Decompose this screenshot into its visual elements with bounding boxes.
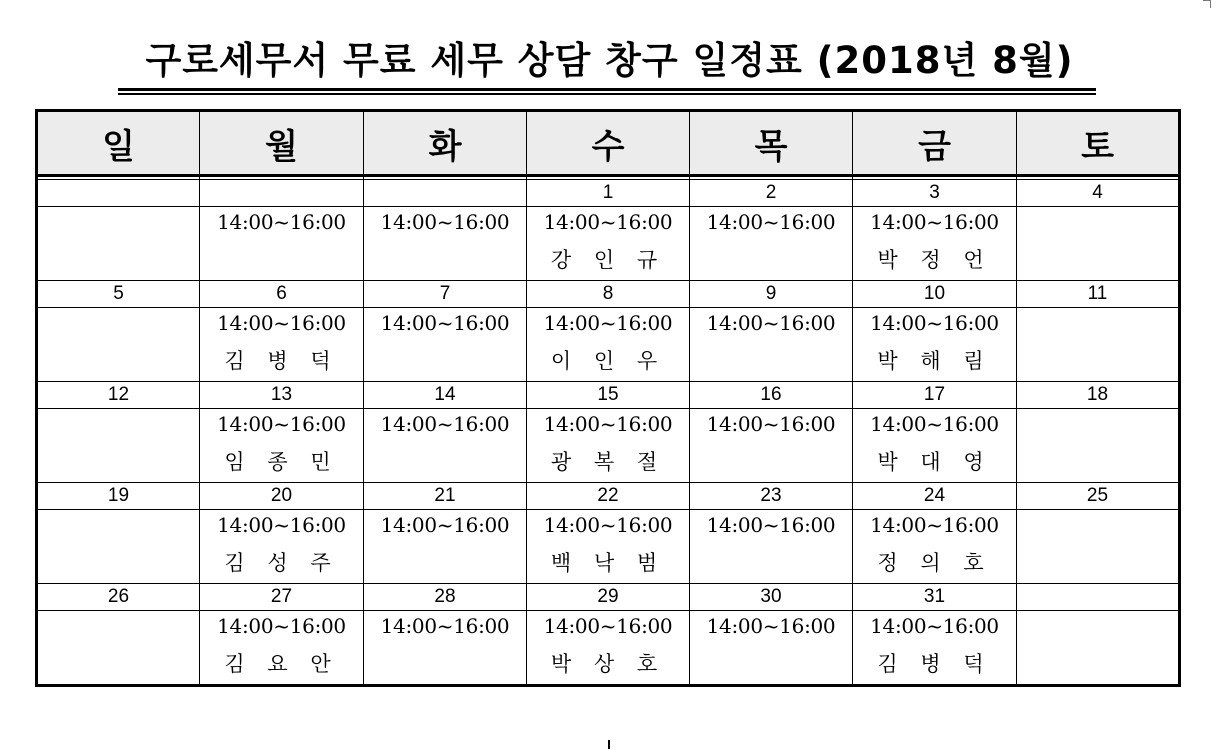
time-cell-thu: 14:00~16:00 [690,308,853,339]
time-cell-sun [37,207,200,238]
name-cell-thu [690,439,853,483]
weekday-header-wed: 수 [527,111,690,176]
name-cell-sun [37,641,200,686]
name-cell-fri: 정 의 호 [853,540,1017,584]
date-cell-mon: 13 [200,382,364,409]
week-4-time-row [37,510,1180,541]
weekday-header-mon: 월 [200,111,364,176]
time-cell-thu: 14:00~16:00 [690,409,853,440]
week-2-time-row [37,308,1180,339]
date-cell-fri: 3 [853,180,1017,207]
name-cell-sun [37,338,200,382]
schedule-table [35,109,1181,687]
title-underline [118,88,1096,91]
time-cell-fri: 14:00~16:00 [853,207,1017,238]
time-cell-sun [37,308,200,339]
time-cell-wed: 14:00~16:00 [527,207,690,238]
date-cell-sat: 11 [1017,281,1180,308]
time-cell-mon: 14:00~16:00 [200,207,364,238]
time-cell-thu: 14:00~16:00 [690,611,853,642]
date-cell-fri: 17 [853,382,1017,409]
name-cell-thu [690,540,853,584]
name-cell-sat [1017,338,1180,382]
time-cell-sat [1017,611,1180,642]
date-cell-fri: 24 [853,483,1017,510]
date-cell-wed: 22 [527,483,690,510]
name-cell-mon: 임 종 민 [200,439,364,483]
name-cell-thu [690,237,853,281]
weekday-header-sun: 일 [37,111,200,176]
time-cell-sun [37,409,200,440]
title-underline-thin [118,93,1096,95]
date-cell-mon: 20 [200,483,364,510]
name-cell-sat [1017,439,1180,483]
date-cell-tue: 7 [364,281,527,308]
time-cell-sat [1017,409,1180,440]
weekday-header-tue: 화 [364,111,527,176]
week-2-date-row [37,281,1180,308]
date-cell-tue: 14 [364,382,527,409]
name-cell-fri: 박 해 림 [853,338,1017,382]
time-cell-tue: 14:00~16:00 [364,409,527,440]
name-cell-wed: 박 상 호 [527,641,690,686]
week-2-name-row [37,338,1180,382]
date-cell-wed: 8 [527,281,690,308]
weekday-header-row [37,111,1180,176]
name-cell-mon: 김 성 주 [200,540,364,584]
week-4-name-row [37,540,1180,584]
week-4-date-row [37,483,1180,510]
page-title: 구로세무서 무료 세무 상담 창구 일정표 (2018년 8월) [145,39,1074,82]
date-cell-thu: 9 [690,281,853,308]
name-cell-sat [1017,540,1180,584]
date-cell-mon: 27 [200,584,364,611]
weekday-header-thu: 목 [690,111,853,176]
week-5-date-row [37,584,1180,611]
name-cell-sun [37,540,200,584]
week-3-date-row [37,382,1180,409]
date-cell-thu: 30 [690,584,853,611]
page-corner-mark [1199,0,1211,12]
name-cell-sat [1017,237,1180,281]
time-cell-tue: 14:00~16:00 [364,207,527,238]
time-cell-tue: 14:00~16:00 [364,308,527,339]
time-cell-wed: 14:00~16:00 [527,308,690,339]
week-3-time-row [37,409,1180,440]
date-cell-mon: 6 [200,281,364,308]
week-5-name-row [37,641,1180,686]
time-cell-sat [1017,510,1180,541]
date-cell-fri: 31 [853,584,1017,611]
name-cell-fri: 김 병 덕 [853,641,1017,686]
time-cell-mon: 14:00~16:00 [200,308,364,339]
time-cell-sat [1017,207,1180,238]
date-cell-sat: 4 [1017,180,1180,207]
name-cell-wed: 강 인 규 [527,237,690,281]
time-cell-wed: 14:00~16:00 [527,510,690,541]
week-1-time-row [37,207,1180,238]
time-cell-thu: 14:00~16:00 [690,510,853,541]
time-cell-mon: 14:00~16:00 [200,510,364,541]
name-cell-mon [200,237,364,281]
date-cell-fri: 10 [853,281,1017,308]
name-cell-wed: 광 복 절 [527,439,690,483]
date-cell-wed: 15 [527,382,690,409]
date-cell-wed: 29 [527,584,690,611]
date-cell-mon [200,180,364,207]
date-cell-thu: 23 [690,483,853,510]
date-cell-sat: 25 [1017,483,1180,510]
name-cell-thu [690,338,853,382]
date-cell-tue [364,180,527,207]
name-cell-wed: 백 낙 범 [527,540,690,584]
weekday-header-fri: 금 [853,111,1017,176]
time-cell-fri: 14:00~16:00 [853,308,1017,339]
name-cell-tue [364,338,527,382]
name-cell-tue [364,237,527,281]
date-cell-sat [1017,584,1180,611]
name-cell-fri: 박 대 영 [853,439,1017,483]
date-cell-tue: 28 [364,584,527,611]
page-bottom-mark [608,740,610,749]
week-1-date-row [37,180,1180,207]
time-cell-mon: 14:00~16:00 [200,611,364,642]
name-cell-fri: 박 정 언 [853,237,1017,281]
time-cell-fri: 14:00~16:00 [853,510,1017,541]
date-cell-tue: 21 [364,483,527,510]
time-cell-thu: 14:00~16:00 [690,207,853,238]
time-cell-wed: 14:00~16:00 [527,611,690,642]
date-cell-thu: 16 [690,382,853,409]
time-cell-sun [37,510,200,541]
time-cell-tue: 14:00~16:00 [364,611,527,642]
name-cell-mon: 김 병 덕 [200,338,364,382]
time-cell-wed: 14:00~16:00 [527,409,690,440]
name-cell-tue [364,439,527,483]
time-cell-mon: 14:00~16:00 [200,409,364,440]
week-1-name-row [37,237,1180,281]
date-cell-sun [37,180,200,207]
time-cell-sun [37,611,200,642]
name-cell-tue [364,540,527,584]
time-cell-fri: 14:00~16:00 [853,409,1017,440]
date-cell-wed: 1 [527,180,690,207]
name-cell-sun [37,439,200,483]
schedule-body [37,180,1180,686]
date-cell-sun: 12 [37,382,200,409]
time-cell-fri: 14:00~16:00 [853,611,1017,642]
date-cell-sun: 5 [37,281,200,308]
date-cell-sat: 18 [1017,382,1180,409]
week-5-time-row [37,611,1180,642]
date-cell-thu: 2 [690,180,853,207]
weekday-header-sat: 토 [1017,111,1180,176]
week-3-name-row [37,439,1180,483]
time-cell-tue: 14:00~16:00 [364,510,527,541]
date-cell-sun: 19 [37,483,200,510]
name-cell-wed: 이 인 우 [527,338,690,382]
name-cell-thu [690,641,853,686]
time-cell-sat [1017,308,1180,339]
name-cell-sun [37,237,200,281]
name-cell-tue [364,641,527,686]
name-cell-sat [1017,641,1180,686]
date-cell-sun: 26 [37,584,200,611]
name-cell-mon: 김 요 안 [200,641,364,686]
